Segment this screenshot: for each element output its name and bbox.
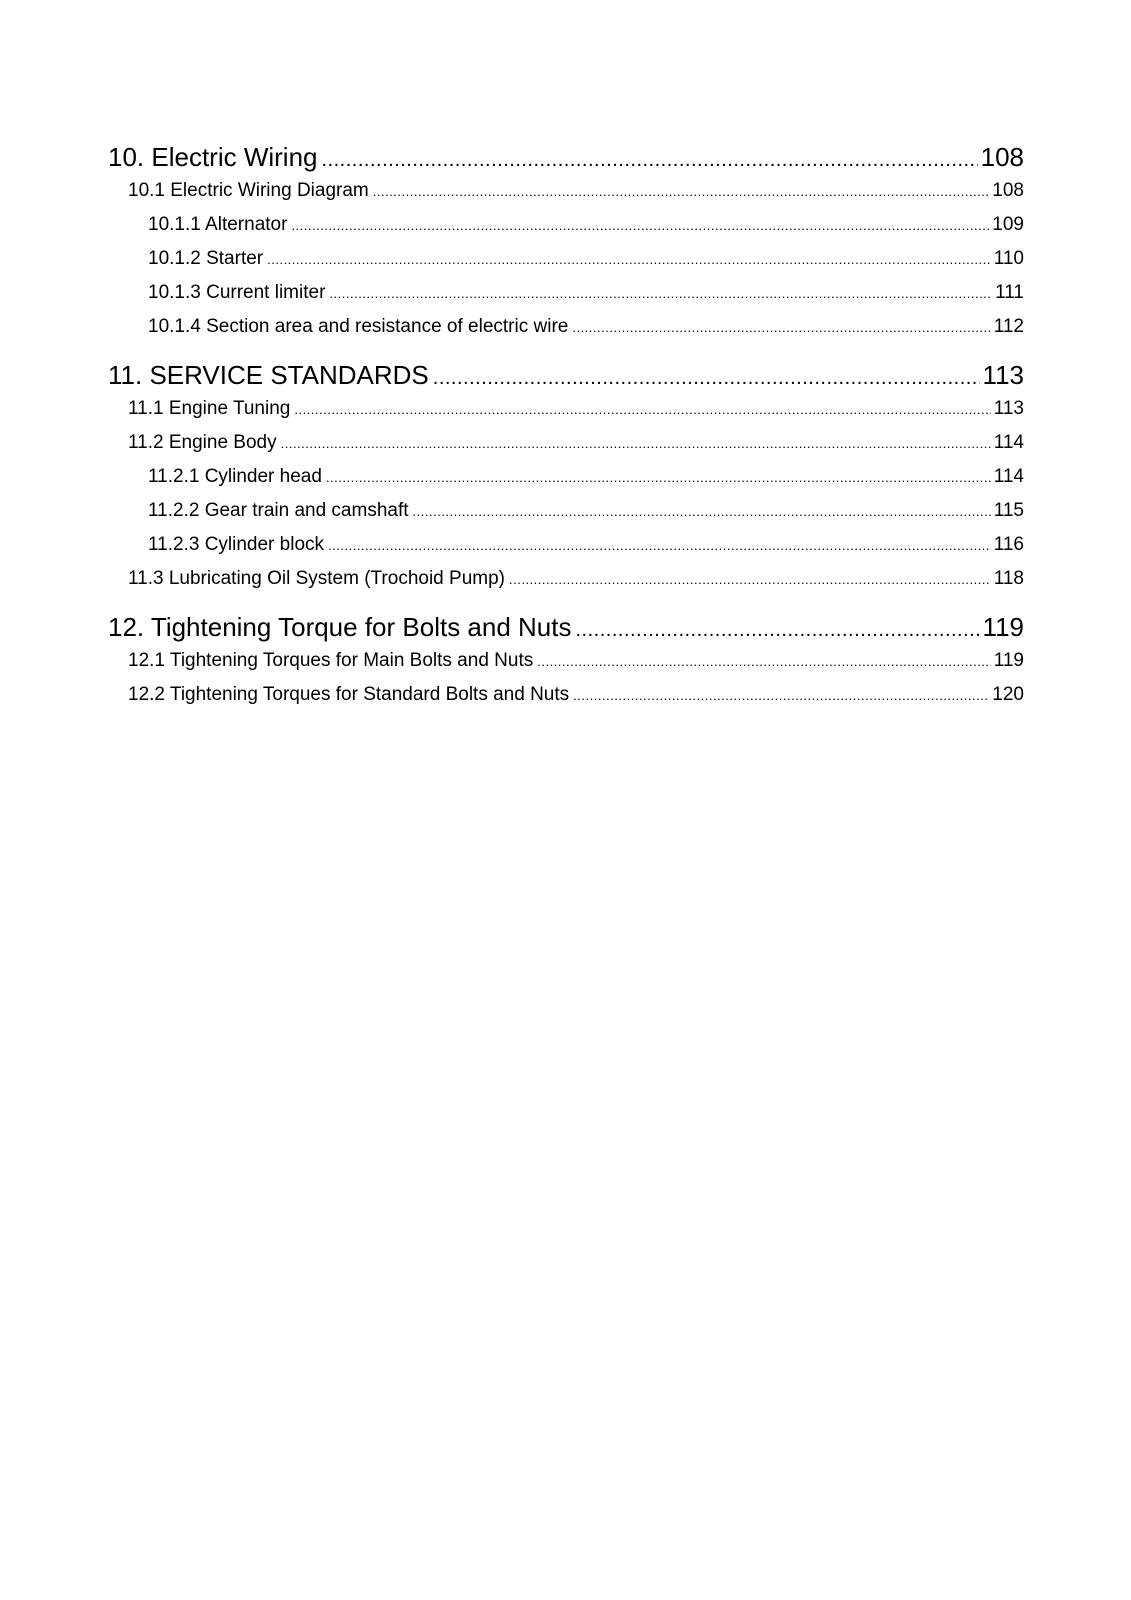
dot-leader <box>326 460 991 494</box>
dot-leader <box>373 174 990 208</box>
toc-entry-page: 118 <box>993 568 1024 589</box>
table-of-contents <box>108 140 1024 712</box>
toc-entry-page: 108 <box>980 142 1024 172</box>
toc-entry-11-3[interactable] <box>108 562 1024 596</box>
toc-entry-page: 120 <box>992 684 1024 705</box>
toc-entry-title: 11.2.2 Gear train and camshaft <box>148 500 409 521</box>
dot-leader <box>572 310 990 344</box>
toc-entry-page: 110 <box>993 248 1024 269</box>
toc-entry-title: 10.1.1 Alternator <box>148 214 288 235</box>
toc-entry-page: 112 <box>993 316 1024 337</box>
toc-entry-page: 119 <box>993 650 1024 671</box>
dot-leader <box>537 644 990 678</box>
toc-entry-title: 11.2.3 Cylinder block <box>148 534 325 555</box>
toc-entry-title: 10.1.2 Starter <box>148 248 264 269</box>
toc-entry-12-1[interactable] <box>108 644 1024 678</box>
toc-entry-10-1-4[interactable] <box>108 310 1024 344</box>
toc-entry-section-12[interactable] <box>108 610 1024 644</box>
toc-entry-10-1[interactable] <box>108 174 1024 208</box>
toc-entry-page: 114 <box>993 432 1024 453</box>
dot-leader <box>291 208 989 242</box>
toc-entry-page: 116 <box>993 534 1024 555</box>
toc-entry-10-1-2[interactable] <box>108 242 1024 276</box>
dot-leader <box>575 610 979 644</box>
toc-entry-page: 115 <box>993 500 1024 521</box>
toc-entry-section-10[interactable] <box>108 140 1024 174</box>
toc-entry-title: 11. SERVICE STANDARDS <box>108 360 429 390</box>
toc-entry-11-1[interactable] <box>108 392 1024 426</box>
toc-entry-title: 12.1 Tightening Torques for Main Bolts and Nuts <box>128 650 534 671</box>
toc-entry-10-1-3[interactable] <box>108 276 1024 310</box>
toc-entry-title: 10.1.4 Section area and resistance of electric wire <box>148 316 569 337</box>
toc-entry-11-2-1[interactable] <box>108 460 1024 494</box>
dot-leader <box>294 392 990 426</box>
toc-entry-11-2[interactable] <box>108 426 1024 460</box>
toc-entry-page: 108 <box>992 180 1024 201</box>
toc-entry-page: 114 <box>993 466 1024 487</box>
dot-leader <box>329 276 992 310</box>
toc-entry-12-2[interactable] <box>108 678 1024 712</box>
toc-entry-title: 12. Tightening Torque for Bolts and Nuts <box>108 612 572 642</box>
dot-leader <box>267 242 991 276</box>
toc-entry-10-1-1[interactable] <box>108 208 1024 242</box>
dot-leader <box>433 358 980 392</box>
toc-entry-title: 12.2 Tightening Torques for Standard Bolts and Nuts <box>128 684 570 705</box>
toc-entry-page: 109 <box>992 214 1024 235</box>
toc-entry-title: 11.2.1 Cylinder head <box>148 466 322 487</box>
toc-entry-title: 11.2 Engine Body <box>128 432 277 453</box>
dot-leader <box>413 494 991 528</box>
dot-leader <box>281 426 991 460</box>
toc-entry-title: 10.1 Electric Wiring Diagram <box>128 180 369 201</box>
dot-leader <box>322 140 978 174</box>
toc-entry-section-11[interactable] <box>108 358 1024 392</box>
dot-leader <box>328 528 991 562</box>
toc-entry-title: 10. Electric Wiring <box>108 142 318 172</box>
toc-entry-title: 11.3 Lubricating Oil System (Trochoid Pump) <box>128 568 505 589</box>
toc-entry-11-2-3[interactable] <box>108 528 1024 562</box>
dot-leader <box>509 562 991 596</box>
toc-entry-page: 119 <box>982 612 1024 642</box>
toc-entry-page: 113 <box>982 360 1024 390</box>
toc-entry-title: 11.1 Engine Tuning <box>128 398 291 419</box>
toc-entry-page: 113 <box>993 398 1024 419</box>
toc-entry-page: 111 <box>995 282 1024 303</box>
toc-entry-11-2-2[interactable] <box>108 494 1024 528</box>
dot-leader <box>573 678 989 712</box>
toc-entry-title: 10.1.3 Current limiter <box>148 282 326 303</box>
